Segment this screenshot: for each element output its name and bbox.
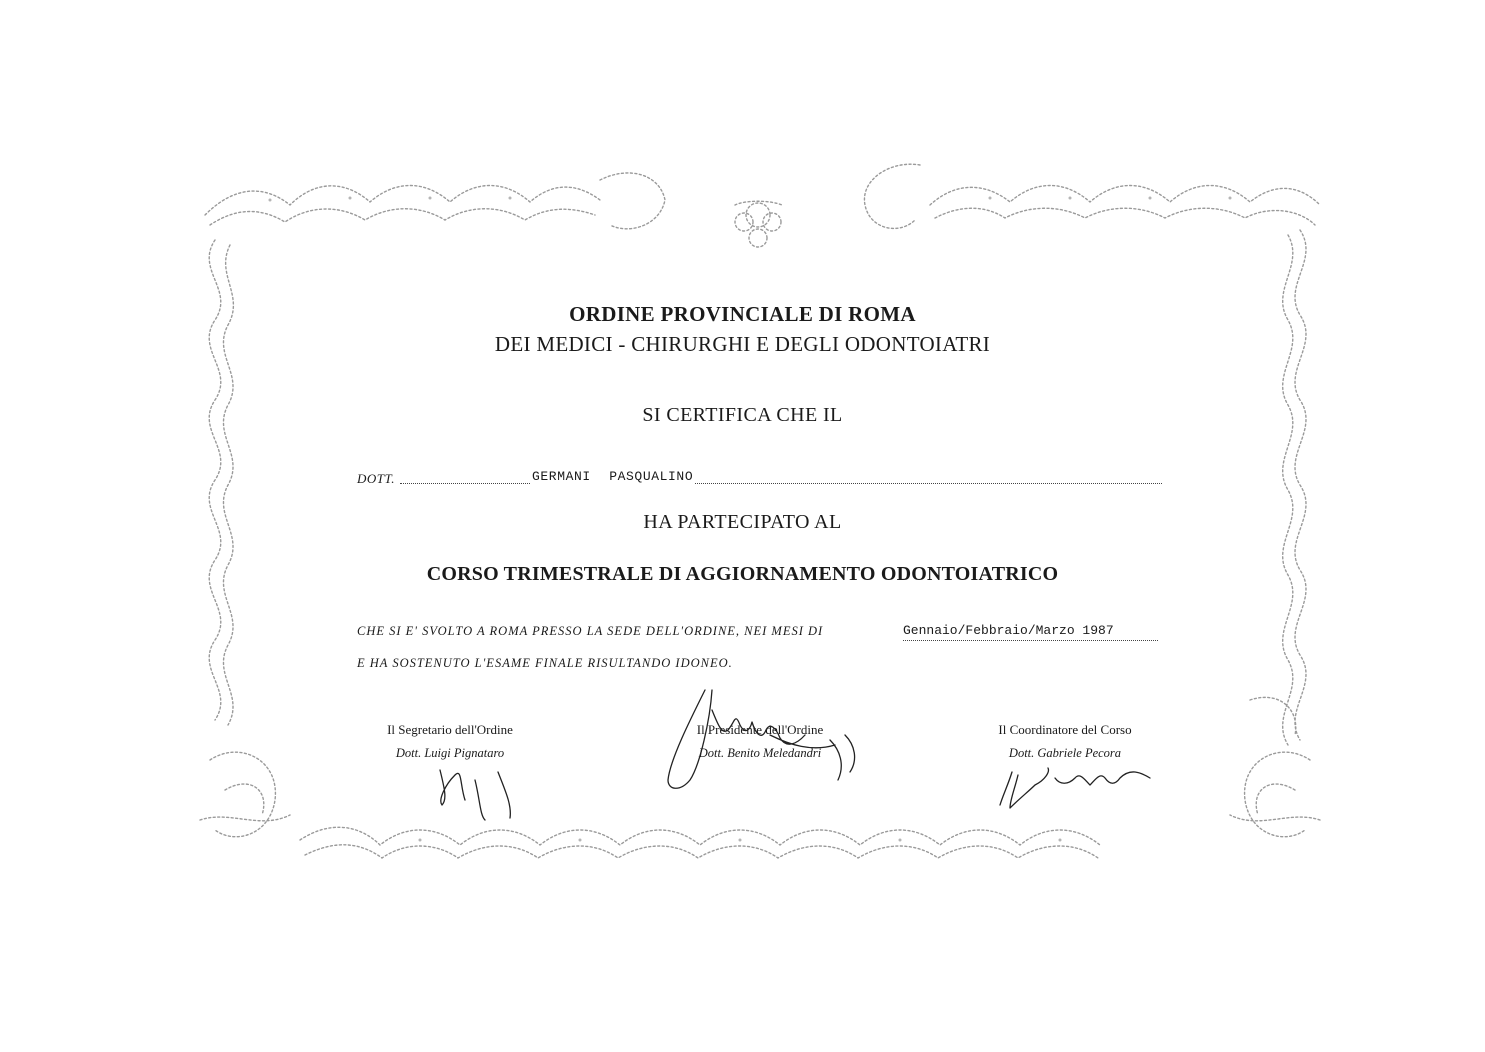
signatory-name: Dott. Luigi Pignataro	[395, 746, 505, 760]
signatory-role: Il Coordinatore del Corso	[998, 722, 1132, 737]
signatory-name: Dott. Gabriele Pecora	[1008, 746, 1122, 760]
course-months: Gennaio/Febbraio/Marzo 1987	[903, 622, 1158, 641]
signatory-name: Dott. Benito Meledandri	[698, 746, 822, 760]
recipient-name: GERMANI PASQUALINO	[532, 469, 694, 484]
exam-result-statement: E HA SOSTENUTO L'ESAME FINALE RISULTANDO IDONEO.	[357, 656, 733, 670]
recipient-dotted-line	[400, 483, 1162, 484]
certifies-statement: SI CERTIFICA CHE IL	[642, 404, 843, 426]
participated-statement: HA PARTECIPATO AL	[643, 511, 842, 533]
course-title: CORSO TRIMESTRALE DI AGGIORNAMENTO ODONTOIATRICO	[426, 563, 1059, 585]
signature-block-secretary	[355, 722, 545, 761]
issuer-title-line-1: ORDINE PROVINCIALE DI ROMA	[569, 302, 916, 326]
signatory-role: Il Segretario dell'Ordine	[387, 722, 513, 737]
course-location-statement: CHE SI E' SVOLTO A ROMA PRESSO LA SEDE DELL'ORDINE, NEI MESI DI	[357, 624, 824, 638]
recipient-row	[357, 469, 1162, 491]
signature-block-president	[660, 722, 860, 761]
recipient-title-label: DOTT.	[357, 471, 396, 486]
signatory-role: Il Presidente dell'Ordine	[696, 722, 824, 737]
signature-block-coordinator	[965, 722, 1165, 761]
issuer-title-line-2: DEI MEDICI - CHIRURGHI E DEGLI ODONTOIATRI	[494, 332, 991, 356]
